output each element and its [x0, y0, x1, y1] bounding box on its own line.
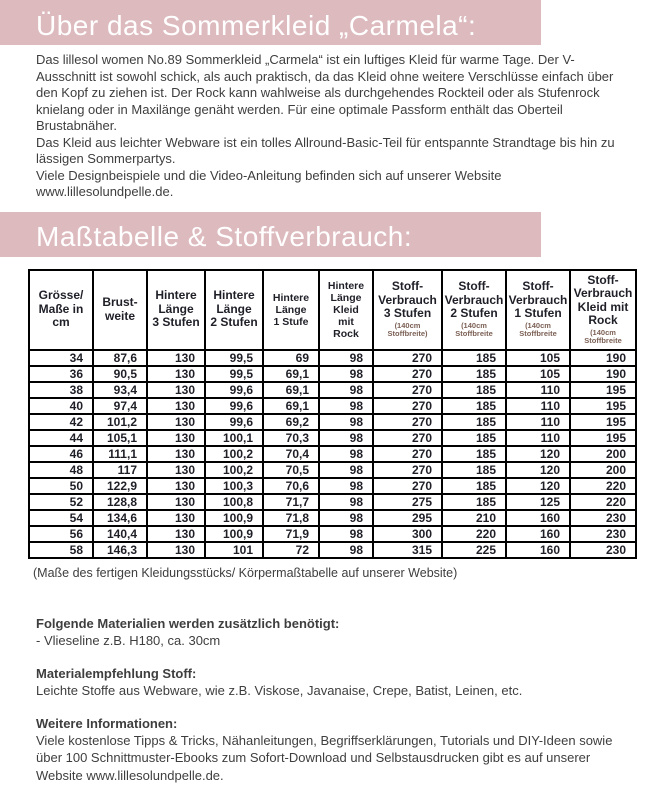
table-cell: 300: [373, 526, 442, 542]
table-cell: 185: [442, 382, 506, 398]
table-cell: 275: [373, 494, 442, 510]
table-cell: 130: [147, 526, 205, 542]
fabric-section: [36, 665, 628, 700]
table-cell: 71,8: [263, 510, 319, 526]
table-cell: 38: [29, 382, 93, 398]
fabric-heading: Materialempfehlung Stoff:: [36, 666, 197, 681]
table-cell: 48: [29, 462, 93, 478]
info-heading: Weitere Informationen:: [36, 715, 178, 731]
table-cell: 220: [442, 526, 506, 542]
table-cell: 52: [29, 494, 93, 510]
column-header: Brust- weite: [93, 270, 147, 350]
table-cell: 130: [147, 398, 205, 414]
column-header: Stoff- Verbrauch 1 Stufen (140cm Stoffbreite: [506, 270, 570, 350]
table-cell: 110: [506, 414, 570, 430]
size-table-body: [29, 350, 636, 558]
info-text: Viele kostenlose Tipps & Tricks, Nähanleitungen, Begriffserklärungen, Tutorials und DIY-Ideen sowie über 100 Schnittmuster-Ebooks zum Sofort-Download und Selbstausdrucken gibt es auf unserer Website www.lillesolundpelle.de.: [36, 732, 613, 783]
table-row: [29, 526, 636, 542]
table-row: [29, 414, 636, 430]
about-text-block: [36, 52, 628, 201]
table-row: [29, 446, 636, 462]
table-cell: 140,4: [93, 526, 147, 542]
table-cell: 270: [373, 430, 442, 446]
table-cell: 40: [29, 398, 93, 414]
table-cell: 134,6: [93, 510, 147, 526]
table-row: [29, 398, 636, 414]
table-cell: 230: [570, 510, 636, 526]
table-cell: 69,1: [263, 366, 319, 382]
table-cell: 99,6: [205, 414, 263, 430]
table-cell: 111,1: [93, 446, 147, 462]
table-cell: 270: [373, 366, 442, 382]
column-header: Grösse/ Maße in cm: [29, 270, 93, 350]
table-cell: 190: [570, 366, 636, 382]
table-cell: 130: [147, 494, 205, 510]
table-row: [29, 366, 636, 382]
table-cell: 98: [319, 398, 373, 414]
table-cell: 195: [570, 414, 636, 430]
table-cell: 101,2: [93, 414, 147, 430]
table-cell: 185: [442, 462, 506, 478]
table-cell: 110: [506, 398, 570, 414]
table-row: [29, 542, 636, 558]
table-row: [29, 462, 636, 478]
table-cell: 99,6: [205, 398, 263, 414]
table-cell: 270: [373, 414, 442, 430]
info-section: [36, 715, 628, 785]
fabric-text: Leichte Stoffe aus Webware, wie z.B. Viskose, Javanaise, Crepe, Batist, Leinen, etc.: [36, 683, 523, 698]
measurements-title-bar: [0, 212, 541, 257]
table-cell: 71,7: [263, 494, 319, 510]
table-cell: 210: [442, 510, 506, 526]
materials-item: - Vlieseline z.B. H180, ca. 30cm: [36, 632, 221, 648]
table-cell: 185: [442, 398, 506, 414]
table-cell: 98: [319, 510, 373, 526]
column-header: Stoff- Verbrauch Kleid mit Rock (140cm Stoffbreite: [570, 270, 636, 350]
table-cell: 230: [570, 542, 636, 558]
about-title: Über das Sommerkleid „Carmela“:: [36, 9, 477, 41]
table-cell: 200: [570, 446, 636, 462]
column-header: Hintere Länge Kleid mit Rock: [319, 270, 373, 350]
table-cell: 295: [373, 510, 442, 526]
table-cell: 71,9: [263, 526, 319, 542]
measurements-title: Maßtabelle & Stoffverbrauch:: [36, 221, 413, 252]
table-cell: 270: [373, 462, 442, 478]
size-table: [28, 269, 637, 559]
table-cell: 185: [442, 494, 506, 510]
table-header-row: [29, 270, 636, 350]
materials-heading: Folgende Materialien werden zusätzlich benötigt:: [36, 615, 340, 631]
table-cell: 69,2: [263, 414, 319, 430]
column-header: Hintere Länge 2 Stufen: [205, 270, 263, 350]
table-cell: 220: [570, 494, 636, 510]
table-cell: 36: [29, 366, 93, 382]
table-cell: 46: [29, 446, 93, 462]
table-cell: 72: [263, 542, 319, 558]
table-cell: 130: [147, 382, 205, 398]
table-cell: 185: [442, 446, 506, 462]
table-cell: 105,1: [93, 430, 147, 446]
table-cell: 105: [506, 350, 570, 366]
table-cell: 120: [506, 446, 570, 462]
table-cell: 270: [373, 446, 442, 462]
table-cell: 98: [319, 430, 373, 446]
table-cell: 160: [506, 510, 570, 526]
table-cell: 185: [442, 478, 506, 494]
table-cell: 195: [570, 430, 636, 446]
table-cell: 99,5: [205, 366, 263, 382]
table-cell: 130: [147, 446, 205, 462]
table-cell: 130: [147, 366, 205, 382]
column-header: Stoff- Verbrauch 2 Stufen (140cm Stoffbreite: [442, 270, 506, 350]
table-cell: 100,2: [205, 462, 263, 478]
table-cell: 117: [93, 462, 147, 478]
table-row: [29, 382, 636, 398]
table-row: [29, 350, 636, 366]
table-cell: 128,8: [93, 494, 147, 510]
column-header: Hintere Länge 3 Stufen: [147, 270, 205, 350]
table-cell: 110: [506, 430, 570, 446]
table-cell: 270: [373, 478, 442, 494]
table-cell: 98: [319, 526, 373, 542]
table-cell: 98: [319, 542, 373, 558]
column-header: Hintere Länge 1 Stufe: [263, 270, 319, 350]
table-cell: 185: [442, 414, 506, 430]
about-title-bar: [0, 0, 541, 45]
table-cell: 99,5: [205, 350, 263, 366]
table-cell: 190: [570, 350, 636, 366]
table-cell: 130: [147, 462, 205, 478]
table-cell: 98: [319, 350, 373, 366]
table-cell: 50: [29, 478, 93, 494]
table-cell: 90,5: [93, 366, 147, 382]
table-cell: 100,3: [205, 478, 263, 494]
table-cell: 70,3: [263, 430, 319, 446]
table-cell: 54: [29, 510, 93, 526]
table-cell: 98: [319, 494, 373, 510]
table-cell: 70,5: [263, 462, 319, 478]
table-cell: 105: [506, 366, 570, 382]
table-cell: 130: [147, 542, 205, 558]
table-cell: 120: [506, 462, 570, 478]
table-cell: 42: [29, 414, 93, 430]
about-paragraph-1: Das lillesol women No.89 Sommerkleid „Carmela“ ist ein luftiges Kleid für warme Tage. Der V-Ausschnitt ist sowohl schick, als auch praktisch, da das Kleid ohne weitere Verschlüsse einfach über den Kopf zu ziehen ist. Der Rock kann wahlweise als durchgehendes Rockteil oder als Stufenrock knielang oder in Maxilänge genäht werden. Für eine optimale Passform enthält das Oberteil Brustabnäher.: [36, 52, 614, 133]
table-cell: 100,8: [205, 494, 263, 510]
table-cell: 130: [147, 478, 205, 494]
about-paragraph-3: Viele Designbeispiele und die Video-Anleitung befinden sich auf unserer Website www.lillesolundpelle.de.: [36, 167, 502, 199]
table-cell: 44: [29, 430, 93, 446]
table-cell: 125: [506, 494, 570, 510]
table-cell: 93,4: [93, 382, 147, 398]
table-cell: 69,1: [263, 382, 319, 398]
table-cell: 130: [147, 350, 205, 366]
column-header: Stoff- Verbrauch 3 Stufen (140cm Stoffbreite): [373, 270, 442, 350]
table-cell: 270: [373, 398, 442, 414]
table-cell: 122,9: [93, 478, 147, 494]
table-cell: 34: [29, 350, 93, 366]
table-row: [29, 494, 636, 510]
table-cell: 70,4: [263, 446, 319, 462]
table-cell: 69,1: [263, 398, 319, 414]
table-caption: (Maße des fertigen Kleidungsstücks/ Körpermaßtabelle auf unserer Website): [33, 565, 458, 580]
table-cell: 160: [506, 542, 570, 558]
table-cell: 315: [373, 542, 442, 558]
table-cell: 98: [319, 414, 373, 430]
table-cell: 230: [570, 526, 636, 542]
table-cell: 110: [506, 382, 570, 398]
table-cell: 146,3: [93, 542, 147, 558]
table-cell: 98: [319, 366, 373, 382]
table-cell: 225: [442, 542, 506, 558]
table-cell: 70,6: [263, 478, 319, 494]
table-cell: 98: [319, 382, 373, 398]
table-cell: 87,6: [93, 350, 147, 366]
table-cell: 99,6: [205, 382, 263, 398]
about-paragraph-2: Das Kleid aus leichter Webware ist ein tolles Allround-Basic-Teil für entspannte Strandtage bis hin zu lässigen Sommerpartys.: [36, 134, 615, 166]
table-row: [29, 510, 636, 526]
table-cell: 58: [29, 542, 93, 558]
table-cell: 270: [373, 350, 442, 366]
table-cell: 100,9: [205, 510, 263, 526]
table-cell: 185: [442, 366, 506, 382]
table-cell: 130: [147, 430, 205, 446]
table-cell: 220: [570, 478, 636, 494]
table-cell: 200: [570, 462, 636, 478]
table-row: [29, 478, 636, 494]
table-cell: 69: [263, 350, 319, 366]
table-cell: 195: [570, 382, 636, 398]
table-cell: 130: [147, 414, 205, 430]
table-cell: 100,1: [205, 430, 263, 446]
table-row: [29, 430, 636, 446]
table-cell: 185: [442, 430, 506, 446]
table-cell: 270: [373, 382, 442, 398]
table-cell: 160: [506, 526, 570, 542]
materials-section: [36, 615, 628, 650]
table-cell: 130: [147, 510, 205, 526]
table-cell: 101: [205, 542, 263, 558]
table-cell: 98: [319, 446, 373, 462]
table-cell: 185: [442, 350, 506, 366]
table-cell: 97,4: [93, 398, 147, 414]
table-cell: 100,9: [205, 526, 263, 542]
table-cell: 98: [319, 478, 373, 494]
table-cell: 98: [319, 462, 373, 478]
table-cell: 100,2: [205, 446, 263, 462]
table-cell: 120: [506, 478, 570, 494]
table-cell: 195: [570, 398, 636, 414]
table-cell: 56: [29, 526, 93, 542]
